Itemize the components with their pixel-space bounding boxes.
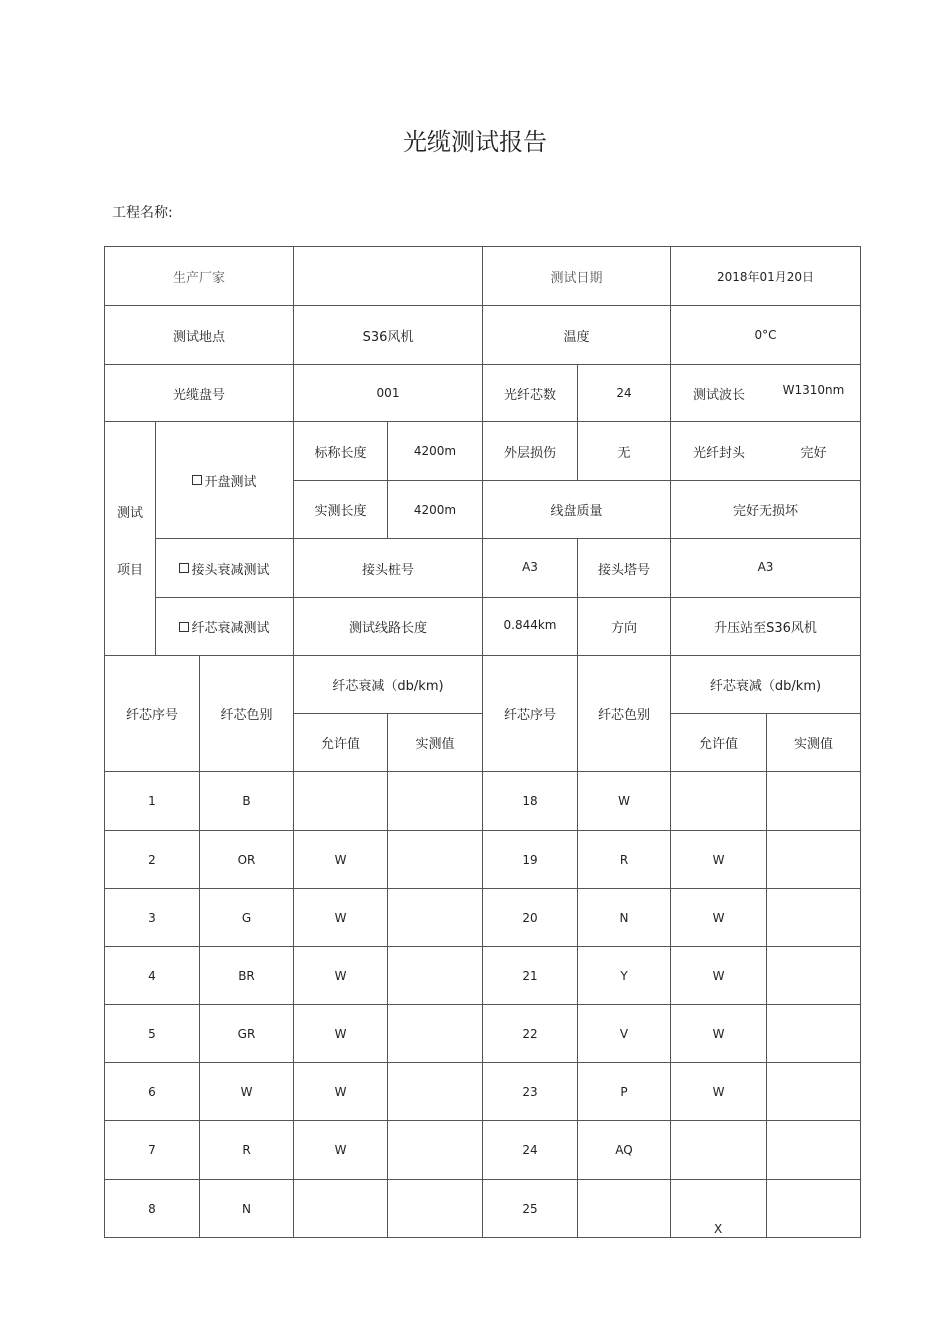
right-color-cell: V	[619, 1026, 629, 1041]
document-title: 光缆测试报告	[403, 128, 547, 156]
right-measured-cell[interactable]	[767, 889, 860, 946]
left-measured-cell[interactable]	[388, 1121, 482, 1179]
left-color-cell: OR	[237, 852, 256, 867]
project-name-label: 工程名称:	[112, 205, 173, 221]
right-measured-header: 实测值	[793, 737, 833, 752]
right-color-cell: AQ	[615, 1143, 633, 1157]
left-color-cell: W	[240, 1084, 253, 1099]
right-color-cell	[578, 1180, 670, 1237]
right-seq-cell: 25	[522, 1201, 538, 1216]
right-measured-cell[interactable]	[767, 1180, 860, 1237]
left-measured-cell[interactable]	[388, 889, 482, 946]
line-length-label: 测试线路长度	[348, 621, 427, 636]
nominal-length-value[interactable]: 4200m	[413, 444, 457, 458]
right-seq-cell: 21	[522, 968, 538, 983]
test-group-label-1: 测试	[116, 505, 143, 521]
joint-stake-label: 接头桩号	[361, 562, 414, 578]
right-attenuation-header: 纤芯衰减（db/km)	[709, 679, 822, 694]
core-test-label: 纤芯衰减测试	[191, 621, 270, 636]
fiber-count-value[interactable]: 24	[616, 386, 632, 400]
right-seq-header: 纤芯序号	[503, 708, 556, 723]
direction-label: 方向	[610, 621, 637, 636]
outer-damage-value[interactable]: 无	[617, 445, 631, 461]
right-color-cell: R	[619, 852, 629, 867]
left-allowed-cell[interactable]	[294, 772, 387, 830]
right-color-cell: P	[620, 1084, 628, 1099]
left-allowed-cell[interactable]: W	[334, 968, 347, 983]
left-measured-cell[interactable]	[388, 831, 482, 888]
right-seq-cell: 18	[522, 794, 538, 808]
left-color-cell: N	[242, 1201, 251, 1216]
right-measured-cell[interactable]	[767, 1005, 860, 1062]
right-measured-cell[interactable]	[767, 1063, 860, 1120]
right-seq-cell: 19	[522, 852, 538, 867]
left-measured-cell[interactable]	[388, 1063, 482, 1120]
fiber-count-label: 光纤芯数	[503, 387, 556, 403]
left-seq-cell: 1	[148, 794, 156, 808]
joint-test-label: 接头衰减测试	[191, 562, 270, 578]
left-allowed-cell[interactable]: W	[334, 1026, 347, 1041]
left-seq-header: 纤芯序号	[125, 708, 178, 723]
left-color-cell: BR	[238, 968, 255, 983]
right-allowed-cell[interactable]: W	[712, 1084, 725, 1099]
location-value[interactable]: S36风机	[362, 329, 414, 345]
left-seq-cell: 3	[148, 910, 156, 925]
direction-value[interactable]: 升压站至S36风机	[714, 621, 817, 636]
right-measured-cell[interactable]	[767, 772, 860, 830]
manufacturer-value[interactable]	[294, 247, 482, 305]
right-color-cell: W	[618, 794, 630, 808]
right-seq-cell: 22	[522, 1026, 538, 1041]
reel-quality-label: 线盘质量	[550, 504, 603, 519]
right-seq-cell: 24	[522, 1143, 538, 1157]
test-group-label-2: 项目	[116, 562, 143, 578]
right-seq-cell: 20	[522, 910, 538, 925]
footer-mark: X	[714, 1222, 723, 1236]
left-allowed-cell[interactable]: W	[334, 1143, 347, 1157]
right-allowed-cell[interactable]	[671, 772, 766, 830]
open-reel-test-option[interactable]	[156, 422, 293, 538]
left-seq-cell: 7	[148, 1143, 156, 1157]
left-seq-cell: 5	[148, 1026, 156, 1041]
open-reel-checkbox[interactable]	[192, 475, 202, 485]
left-measured-cell[interactable]	[388, 947, 482, 1004]
measured-length-value[interactable]: 4200m	[413, 502, 457, 517]
left-color-cell: G	[241, 910, 252, 925]
test-date-value[interactable]: 2018年01月20日	[716, 269, 815, 284]
joint-tower-value[interactable]: A3	[757, 560, 774, 574]
right-allowed-cell[interactable]	[671, 1121, 766, 1179]
nominal-length-label: 标称长度	[314, 445, 367, 461]
reel-number-label: 光缆盘号	[172, 387, 225, 403]
right-color-cell: N	[619, 910, 629, 925]
reel-number-value[interactable]: 001	[376, 386, 400, 400]
right-measured-cell[interactable]	[767, 1121, 860, 1179]
reel-quality-value[interactable]: 完好无损坏	[732, 504, 798, 519]
left-allowed-header: 允许值	[320, 737, 360, 752]
left-seq-cell: 6	[148, 1084, 156, 1099]
left-allowed-cell[interactable]	[294, 1180, 387, 1237]
right-allowed-cell[interactable]: W	[712, 910, 725, 925]
right-color-cell: Y	[620, 968, 628, 983]
joint-stake-value[interactable]: A3	[522, 560, 538, 574]
core-test-option[interactable]	[156, 598, 293, 655]
temperature-value[interactable]: 0°C	[754, 328, 777, 342]
left-color-cell: B	[242, 794, 251, 808]
right-allowed-cell[interactable]: W	[712, 968, 725, 983]
right-color-header: 纤芯色别	[597, 708, 650, 723]
left-seq-cell: 8	[148, 1201, 156, 1216]
right-measured-cell[interactable]	[767, 831, 860, 888]
left-allowed-cell[interactable]: W	[334, 1084, 347, 1099]
fiber-seal-label: 光纤封头	[692, 445, 745, 461]
left-color-cell: R	[242, 1143, 251, 1157]
core-test-checkbox[interactable]	[179, 622, 189, 632]
joint-tower-label: 接头塔号	[597, 562, 650, 578]
location-label: 测试地点	[172, 329, 225, 345]
left-allowed-cell[interactable]: W	[334, 910, 347, 925]
line-length-value[interactable]: 0.844km	[503, 617, 557, 632]
outer-damage-label: 外层损伤	[503, 445, 556, 461]
left-measured-cell[interactable]	[388, 772, 482, 830]
left-measured-cell[interactable]	[388, 1180, 482, 1237]
left-measured-cell[interactable]	[388, 1005, 482, 1062]
right-measured-cell[interactable]	[767, 947, 860, 1004]
joint-test-option[interactable]	[156, 539, 293, 597]
left-color-header: 纤芯色别	[220, 708, 273, 723]
measured-length-label: 实测长度	[314, 504, 367, 519]
wavelength-label: 测试波长	[692, 387, 745, 403]
right-allowed-cell[interactable]: W	[712, 852, 725, 867]
test-date-label: 测试日期	[550, 270, 603, 286]
left-color-cell: GR	[237, 1026, 256, 1041]
left-measured-header: 实测值	[415, 737, 455, 752]
right-allowed-header: 允许值	[698, 737, 738, 752]
fiber-seal-value[interactable]: 完好	[800, 445, 827, 461]
open-reel-test-label: 开盘测试	[204, 474, 257, 490]
left-allowed-cell[interactable]: W	[334, 852, 347, 867]
right-allowed-cell[interactable]: W	[712, 1026, 725, 1041]
joint-test-checkbox[interactable]	[179, 563, 189, 573]
left-seq-cell: 4	[148, 968, 156, 983]
right-seq-cell: 23	[522, 1084, 538, 1099]
wavelength-value[interactable]: W1310nm	[782, 383, 845, 397]
temperature-label: 温度	[563, 329, 590, 345]
left-attenuation-header: 纤芯衰减（db/km)	[332, 679, 444, 694]
left-seq-cell: 2	[148, 852, 156, 867]
manufacturer-label: 生产厂家	[172, 270, 225, 286]
